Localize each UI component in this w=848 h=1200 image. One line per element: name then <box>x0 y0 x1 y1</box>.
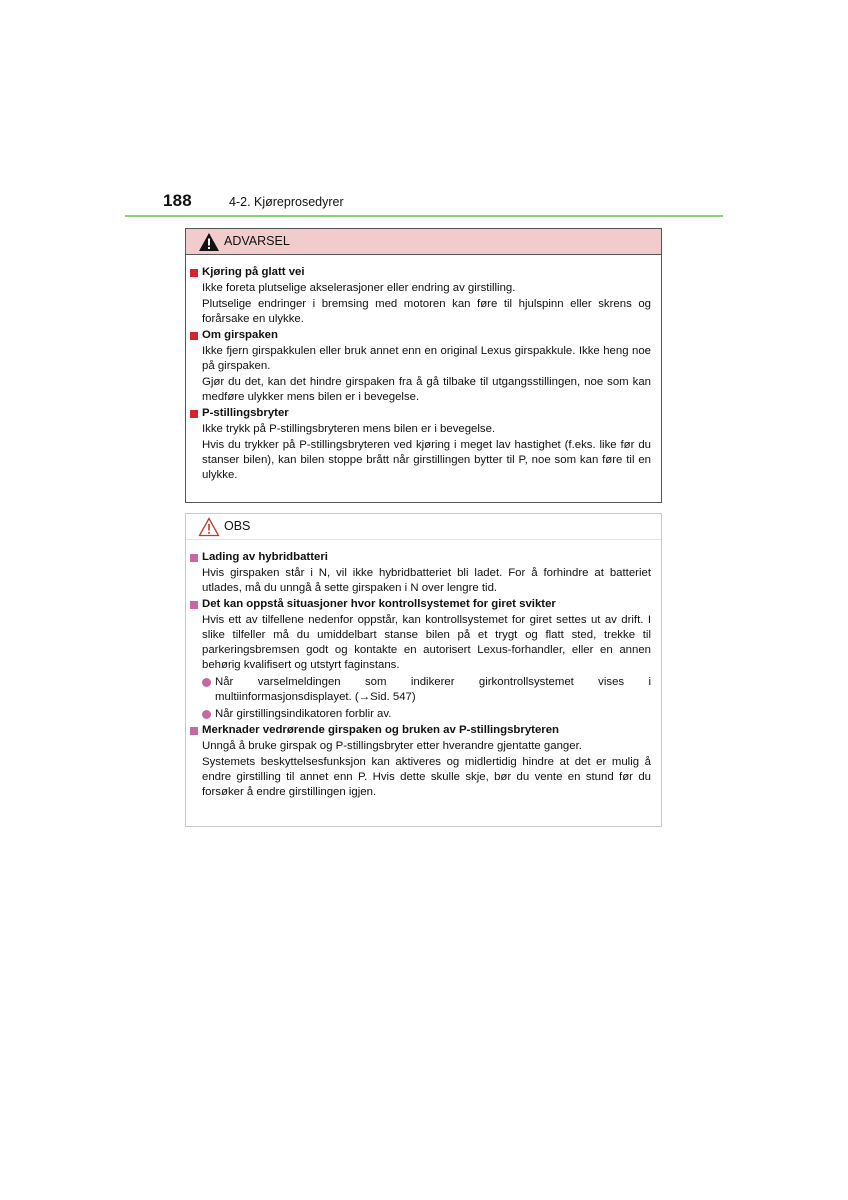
circle-bullet-icon <box>202 710 211 719</box>
paragraph: Gjør du det, kan det hindre girspaken fra å gå tilbake til utgangsstillingen, noe som kan medføre ulykker mens bilen er i bevegelse. <box>202 376 651 403</box>
notice-body <box>186 540 661 800</box>
paragraph: Unngå å bruke girspak og P-stillingsbryter etter hverandre gjentatte ganger. <box>202 740 582 752</box>
circle-bullet-icon <box>202 678 211 687</box>
header-rule <box>125 215 723 217</box>
square-bullet-icon <box>190 727 198 735</box>
notice-item-title: Lading av hybridbatteri <box>190 550 651 565</box>
warning-item-title: P-stillingsbryter <box>190 406 651 421</box>
warning-heading: ADVARSEL <box>224 234 290 248</box>
warning-body <box>186 255 661 483</box>
warning-item-title: Kjøring på glatt vei <box>190 265 651 280</box>
paragraph: Hvis ett av tilfellene nedenfor oppstår, kan kontrollsystemet for giret settes ut av drift. I slike tilfeller må du umiddelbart stanse bilen på et trygt og flatt sted, trekke til parkeringsbremsen godt og kontakte en autorisert Lexus-forhandler, eller en annen behørig kvalifisert og utstyrt faginstans. <box>202 614 651 671</box>
page-number: 188 <box>163 191 192 210</box>
square-bullet-icon <box>190 601 198 609</box>
square-bullet-icon <box>190 554 198 562</box>
notice-heading: OBS <box>224 519 251 533</box>
warning-header <box>186 229 661 255</box>
paragraph: Systemets beskyttelsesfunksjon kan aktiveres og midlertidig hindre at det er mulig å endre girstilling til annet enn P. Hvis dette skulle skje, bør du vente en stund før du forsøker å endre girstillingen igjen. <box>202 756 651 798</box>
notice-item-title: Det kan oppstå situasjoner hvor kontrollsystemet for giret svikter <box>190 597 651 612</box>
paragraph: Ikke foreta plutselige akselerasjoner eller endring av girstilling. <box>202 282 516 294</box>
square-bullet-icon <box>190 332 198 340</box>
caution-triangle-icon <box>198 517 220 537</box>
paragraph: Ikke fjern girspakkulen eller bruk annet enn en original Lexus girspakkule. Ikke heng noe på girspaken. <box>202 345 651 372</box>
paragraph: Plutselige endringer i bremsing med motoren kan føre til hjulspinn eller skrens og forårsake en ulykke. <box>202 298 651 325</box>
notice-header <box>186 514 661 540</box>
warning-triangle-icon <box>198 232 220 252</box>
notice-item-title: Merknader vedrørende girspaken og bruken av P-stillingsbryteren <box>190 723 651 738</box>
list-item: Når varselmeldingen som indikerer girkontrollsystemet vises i multiinformasjonsdisplayet. (→Sid. 547) <box>202 675 651 705</box>
paragraph: Hvis girspaken står i N, vil ikke hybridbatteriet bli ladet. For å forhindre at batteriet utlades, må du unngå å sette girspaken i N over lengre tid. <box>202 567 651 594</box>
warning-box <box>185 228 662 503</box>
paragraph: Ikke trykk på P-stillingsbryteren mens bilen er i bevegelse. <box>202 423 496 435</box>
square-bullet-icon <box>190 269 198 277</box>
list-item: Når girstillingsindikatoren forblir av. <box>202 707 651 722</box>
section-title: 4-2. Kjøreprosedyrer <box>229 195 344 209</box>
warning-item-title: Om girspaken <box>190 328 651 343</box>
notice-box <box>185 513 662 827</box>
paragraph: Hvis du trykker på P-stillingsbryteren ved kjøring i meget lav hastighet (f.eks. like før du stanser bilen), kan bilen stoppe brått når girstillingen bytter til P, noe som kan føre til en ulykke. <box>202 439 651 481</box>
square-bullet-icon <box>190 410 198 418</box>
